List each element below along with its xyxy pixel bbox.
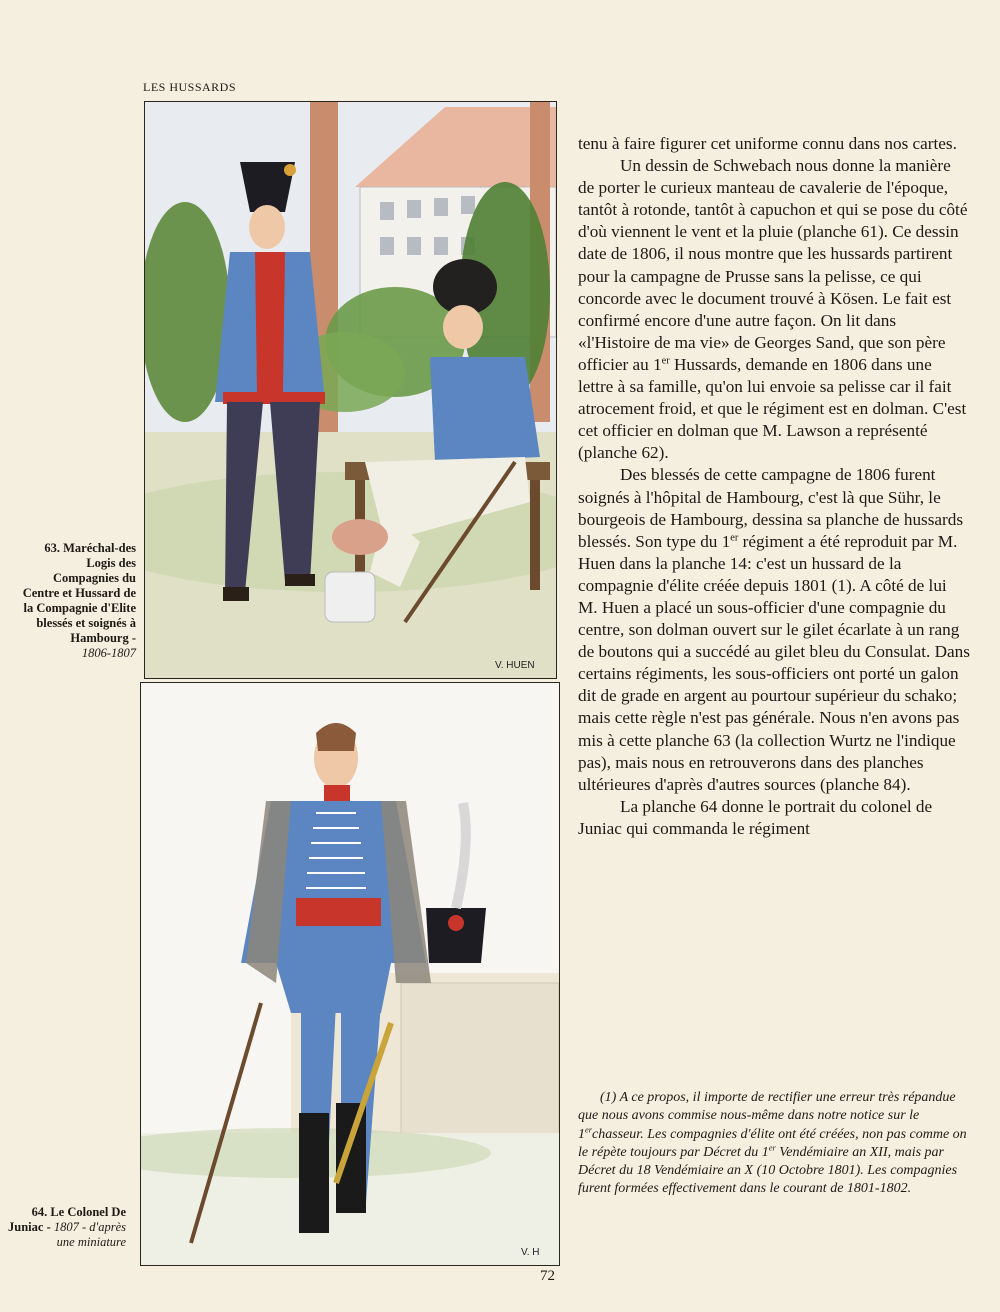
- paragraph-1: tenu à faire figurer cet uniforme connu dans nos cartes.: [578, 134, 957, 153]
- plate-64-signature: V. H: [521, 1247, 540, 1258]
- plate-64-caption-date: 1807 - d'après une miniature: [53, 1220, 126, 1249]
- footnote: [578, 1089, 970, 1199]
- footnote-text-a: A ce propos, il importe de rectifier une erreur très répandue que nous avons commise nous-même dans notre notice sur le 1: [578, 1090, 956, 1142]
- footnote-text-c: Vendémiaire an XII, mais par Décret du 18 Vendémiaire an X (10 Octobre 1801). Les compagnies furent formées effectivement dans le courant de 1801-1802.: [578, 1144, 958, 1197]
- plate-63-drawing: [145, 102, 556, 678]
- plate-64-drawing: [141, 683, 559, 1265]
- plate-63-illustration: [144, 101, 557, 679]
- plate-63-signature: V. HUEN: [495, 660, 535, 671]
- footnote-superscript-2: er: [768, 1143, 776, 1153]
- body-text: [578, 133, 970, 840]
- plate-63-caption-date: 1806-1807: [81, 646, 136, 660]
- plate-64-caption-title: 64. Le Colonel De Juniac -: [8, 1205, 126, 1234]
- footnote-text-b: chasseur. Les compagnies d'élite ont été créées, non pas comme on le répète toujours par Décret du 1: [578, 1126, 967, 1160]
- paragraph-2-part-a: Un dessin de Schwebach nous donne la manière de porter le curieux manteau de cavalerie de l'époque, tantôt à rotonde, tantôt à capuchon et qui se pose du côté d'où viennent le vent et la pluie (planche 61). Ce dessin date de 1806, il nous montre que les hussards partirent pour la campagne de Prusse sans la pelisse, ce qui concorde avec le document trouvé à Kösen. Le fait est confirmé encore d'une autre façon. On lit dans «l'Histoire de ma vie» de Georges Sand, que son père officier au 1: [578, 156, 968, 374]
- paragraph-2-superscript: er: [661, 355, 670, 367]
- paragraph-3: [578, 464, 970, 795]
- paragraph-3-part-a: Des blessés de cette campagne de 1806 furent soignés à l'hôpital de Hambourg, c'est là que Sühr, le bourgeois de Hambourg, dessina sa planche de hussards blessés. Son type du 1: [578, 465, 964, 551]
- page-number: 72: [540, 1268, 555, 1284]
- paragraph-3-superscript: er: [730, 531, 739, 543]
- plate-63-caption: [18, 541, 136, 661]
- paragraph-4: La planche 64 donne le portrait du colonel de Juniac qui commanda le régiment: [578, 796, 933, 838]
- footnote-superscript-1: er: [585, 1124, 592, 1134]
- paragraph-2-part-b: Hussards, demande en 1806 dans une lettre à sa famille, qu'on lui envoie sa pelisse car il fait atrocement froid, et que le régiment est en dolman. C'est cet officier en dolman que M. Lawson a représenté (planche 62).: [578, 354, 967, 463]
- running-head: LES HUSSARDS: [143, 80, 237, 94]
- plate-64-caption: [2, 1205, 126, 1250]
- paragraph-3-part-b: régiment a été reproduit par M. Huen dans la planche 14: c'est un hussard de la compagnie d'élite créée depuis 1801 (1). A côté de lui M. Huen a placé un sous-officier d'une compagnie du centre, son dolman ouvert sur le gilet écarlate à un rang de boutons qui a succédé au gilet bleu du Consulat. Dans certains régiments, les sous-officiers ont porté un galon dit de grade en argent au pourtour supérieur du schako; mais cette règle n'est pas générale. Nous n'en avons pas mis à cette planche 63 (la collection Wurtz ne l'indique pas), mais nous en retrouverons dans des planches ultérieures d'après d'autres sources (planche 84).: [578, 531, 970, 794]
- plate-64-illustration: [140, 682, 560, 1266]
- plate-63-caption-title: 63. Maréchal-des Logis des Compagnies du Centre et Hussard de la Compagnie d'Elite blessés et soignés à Hambourg -: [22, 541, 136, 645]
- paragraph-2: [578, 155, 970, 464]
- footnote-marker: (1): [600, 1090, 617, 1105]
